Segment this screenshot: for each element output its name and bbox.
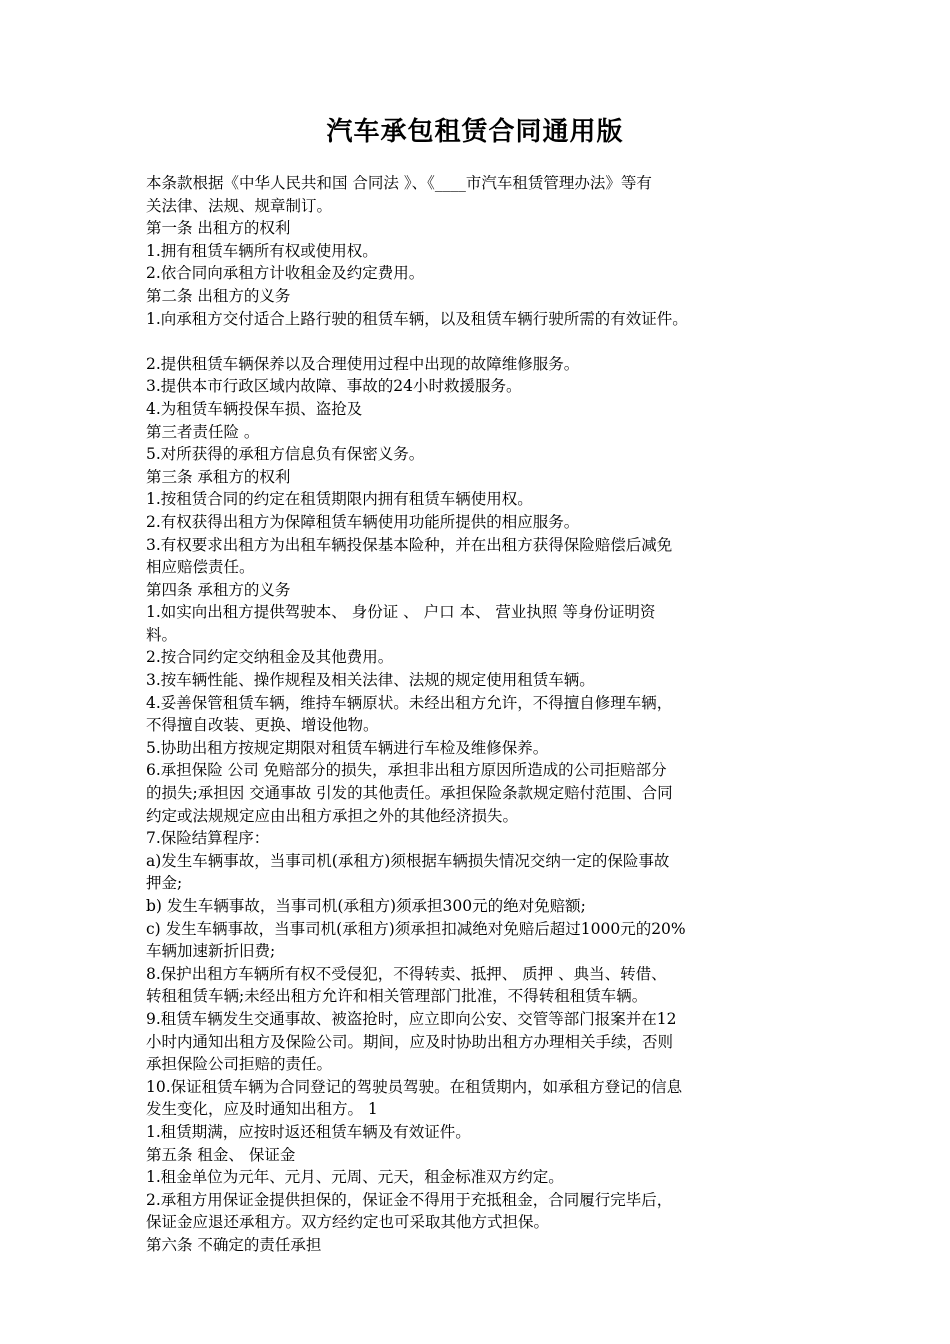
text-line: 的损失;承担因 交通事故 引发的其他责任。承担保险条款规定赔付范围、合同	[146, 784, 673, 803]
text-line: 承担保险公司拒赔的责任。	[146, 1055, 333, 1074]
text-line: 车辆加速新折旧费;	[146, 942, 276, 961]
text-line: 第五条 租金、 保证金	[146, 1145, 296, 1164]
text-line: 4.为租赁车辆投保车损、盗抢及	[146, 399, 363, 418]
text-line: 不得擅自改装、更换、增设他物。	[146, 716, 379, 735]
text-line: 2.承租方用保证金提供担保的，保证金不得用于充抵租金，合同履行完毕后，	[146, 1190, 673, 1209]
text-line: 1.按租赁合同的约定在租赁期限内拥有租赁车辆使用权。	[146, 490, 533, 509]
text-line: 9.租赁车辆发生交通事故、被盗抢时，应立即向公安、交管等部门报案并在12	[146, 1009, 677, 1028]
text-line: 7.保险结算程序：	[146, 829, 270, 848]
document-title: 汽车承包租赁合同通用版	[326, 117, 624, 147]
text-line: 2.按合同约定交纳租金及其他费用。	[146, 648, 394, 667]
text-line: 4.妥善保管租赁车辆，维持车辆原状。未经出租方允许，不得擅自修理车辆，	[146, 693, 673, 712]
text-line: 第四条 承租方的义务	[146, 580, 291, 599]
text-line: 押金;	[146, 874, 183, 893]
text-line: c) 发生车辆事故，当事司机(承租方)须承担扣减绝对免赔后超过1000元的20%	[146, 919, 686, 938]
text-line: 保证金应退还承租方。双方经约定也可采取其他方式担保。	[146, 1213, 550, 1232]
text-line: 约定或法规规定应由出租方承担之外的其他经济损失。	[146, 806, 519, 825]
text-line: a)发生车辆事故，当事司机(承租方)须根据车辆损失情况交纳一定的保险事故	[146, 851, 670, 870]
text-line: 小时内通知出租方及保险公司。期间，应及时协助出租方办理相关手续，否则	[146, 1032, 674, 1051]
text-line: 8.保护出租方车辆所有权不受侵犯，不得转卖、抵押、 质押 、典当、转借、	[146, 964, 667, 983]
text-line: 1.向承租方交付适合上路行驶的租赁车辆，以及租赁车辆行驶所需的有效证件。	[146, 309, 688, 328]
text-line: 3.按车辆性能、操作规程及相关法律、法规的规定使用租赁车辆。	[146, 671, 595, 690]
text-line: b) 发生车辆事故，当事司机(承租方)须承担300元的绝对免赔额;	[146, 897, 586, 915]
text-line: 第三条 承租方的权利	[146, 467, 291, 486]
text-line: 相应赔偿责任。	[146, 558, 255, 577]
text-line: 第六条 不确定的责任承担	[146, 1235, 322, 1254]
text-line: 3.提供本市行政区域内故障、事故的24小时救援服务。	[146, 377, 522, 396]
text-line: 1.租赁期满，应按时返还租赁车辆及有效证件。	[146, 1122, 471, 1141]
text-line: 第一条 出租方的权利	[146, 219, 291, 238]
text-line: 1.租金单位为元年、元月、元周、元天，租金标准双方约定。	[146, 1168, 564, 1187]
text-line: 2.依合同向承租方计收租金及约定费用。	[146, 264, 425, 283]
text-line: 3.有权要求出租方为出租车辆投保基本险种，并在出租方获得保险赔偿后减免	[146, 535, 673, 554]
text-line: 本条款根据《中华人民共和国 合同法 》、《____市汽车租赁管理办法》等有	[146, 174, 652, 192]
text-line: 关法律、法规、规章制订。	[146, 196, 333, 215]
text-line: 2.有权获得出租方为保障租赁车辆使用功能所提供的相应服务。	[146, 512, 580, 531]
text-line: 5.协助出租方按规定期限对租赁车辆进行车检及维修保养。	[146, 738, 549, 757]
text-line: 第二条 出租方的义务	[146, 286, 291, 305]
document-body	[146, 172, 810, 1257]
text-line: 发生变化，应及时通知出租方。 1	[146, 1100, 378, 1119]
text-line: 第三者责任险 。	[146, 422, 260, 441]
text-line: 料。	[146, 625, 178, 644]
text-line: 2.提供租赁车辆保养以及合理使用过程中出现的故障维修服务。	[146, 354, 580, 373]
text-line: 1.拥有租赁车辆所有权或使用权。	[146, 241, 378, 260]
text-line: 5.对所获得的承租方信息负有保密义务。	[146, 445, 425, 464]
text-line: 10.保证租赁车辆为合同登记的驾驶员驾驶。在租赁期内，如承租方登记的信息	[146, 1077, 683, 1096]
text-line: 转租租赁车辆;未经出租方允许和相关管理部门批准，不得转租租赁车辆。	[146, 987, 648, 1006]
text-line: 6.承担保险 公司 免赔部分的损失，承担非出租方原因所造成的公司拒赔部分	[146, 761, 667, 780]
text-line: 1.如实向出租方提供驾驶本、 身份证 、 户口 本、 营业执照 等身份证明资	[146, 603, 656, 622]
